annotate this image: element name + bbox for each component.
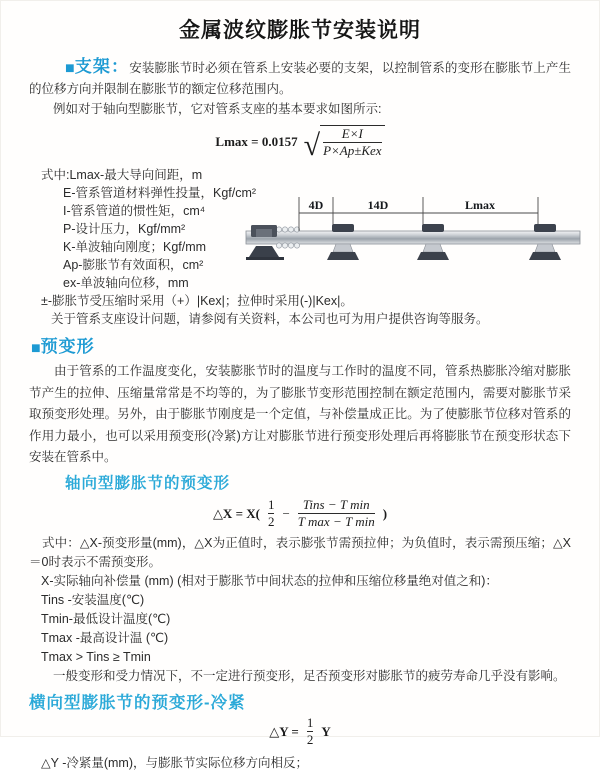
definition-line: Ap-膨胀节有效面积，cm²	[63, 258, 204, 272]
support-intro-text: 安装膨胀节时必须在管系上安装必要的支架，以控制管系的变形在膨胀节上产生的位移方向并限制在膨胀节的额定位移范围内。	[29, 61, 571, 96]
definition-line: I-管系管道的惯性矩，cm⁴	[63, 204, 206, 218]
axial-note-line: Tmax > Tins ≥ Tmin	[41, 649, 151, 664]
formula-lmax	[1, 122, 599, 162]
half-denominator: 2	[306, 732, 314, 747]
lateral-subheading: 横向型膨胀节的预变形-冷紧	[29, 693, 246, 712]
predeform-heading-label: 预变形	[40, 337, 95, 356]
section-square-icon: ■	[65, 60, 75, 77]
support-intro-paragraph	[29, 57, 571, 99]
radical-sign-icon: √	[303, 128, 321, 162]
formula-lmax-lhs: Lmax = 0.0157	[215, 134, 298, 149]
definition-line: ±-膨胀节受压缩时采用（+）|Kex|；拉伸时采用(-)|Kex|。	[41, 294, 353, 308]
formula-lmax-denominator: P×Ap±Kex	[323, 143, 382, 158]
minus-sign: −	[282, 505, 290, 521]
axial-note-line: X-实际轴向补偿量 (mm) (相对于膨胀节中间状态的拉伸和压缩位移量绝对值之和)：	[41, 573, 498, 588]
axial-note-line: 一般变形和受力情况下，不一定进行预变形，足否预变形对膨胀节的疲劳寿命几乎没有影响。	[53, 668, 566, 683]
formula-lmax-numerator: E×I	[341, 125, 363, 141]
definition-line: 式中:Lmax-最大导向间距，m	[41, 168, 203, 182]
section-square-icon: ■	[31, 340, 41, 357]
predeform-body-paragraph: 由于管系的工作温度变化，安装膨胀节时的温度与工作时的温度不同，管系热膨胀冷缩对膨胀节产生的拉伸、压缩量常常是不均等的，为了膨胀节变形范围控制在额定范围内，需要对膨胀节采取预变形处理。另外，由于膨胀节刚度是一个定值，与补偿量成正比。为了使膨胀节位移对管系的作用力最小，也可以采用预变形(冷紧)方让对膨胀节进行预变形处理后再将膨胀节在预变形状态下安装在管系中。	[29, 364, 571, 464]
half-denominator: 2	[267, 514, 275, 529]
formula-lateral	[1, 715, 599, 749]
support-section-heading: 支架：	[74, 57, 130, 76]
formula-lmax-fraction	[320, 125, 385, 160]
temp-denominator: T max − T min	[297, 514, 375, 529]
definition-line: K-单波轴向刚度；Kgf/mm	[63, 240, 207, 254]
definition-line: E-管系管道材料弹性投量，Kgf/cm²	[63, 186, 257, 200]
formula-axial-rhs: )	[382, 505, 388, 521]
axial-note-line: Tins -安装温度(℃)	[41, 592, 145, 607]
axial-note-line: Tmin-最低设计温度(℃)	[41, 611, 171, 626]
support-spacing-diagram	[244, 191, 584, 269]
predeform-section-heading	[31, 332, 599, 358]
definition-line: ex-单波轴向位移，mm	[63, 276, 189, 290]
dim-label-14d: 14D	[367, 198, 389, 212]
axial-note-paragraph: 式中：△X-预变形量(mm)，△X为正值时，表示膨张节需预拉伸；为负值时，表示需预压缩；△X＝0时表示不需预变形。	[29, 535, 571, 569]
square-root	[304, 125, 385, 160]
formula-axial-lhs: △X = X(	[212, 505, 260, 521]
support-example-line: 例如对于轴向型膨胀节，它对管系支座的基本要求如图所示:	[53, 102, 382, 116]
temp-numerator: Tins − T min	[302, 496, 370, 512]
lateral-note-line: △Y -冷紧量(mm)，与膨胀节实际位移方向相反；	[41, 755, 309, 770]
formula-lateral-lhs: △Y =	[269, 723, 299, 739]
axial-subheading: 轴向型膨胀节的预变形	[65, 474, 231, 492]
formula-lateral-rhs: Y	[321, 723, 331, 739]
page-title: 金属波纹膨胀节安装说明	[179, 19, 421, 42]
half-numerator: 1	[267, 496, 275, 512]
definition-line: P-设计压力，Kgf/mm²	[63, 222, 186, 236]
definition-line: 关于管系支座设计问题，请参阅有关资料，本公司也可为用户提供咨询等服务。	[51, 312, 489, 326]
dim-label-4d: 4D	[308, 198, 324, 212]
dim-label-lmax: Lmax	[465, 198, 495, 212]
pipe	[246, 231, 580, 244]
formula-axial-half	[265, 497, 278, 531]
formula-lateral-half	[304, 715, 317, 749]
axial-note-line: Tmax -最高设计温 (℃)	[41, 630, 169, 645]
half-numerator: 1	[306, 714, 314, 730]
formula-axial	[1, 496, 599, 532]
formula-axial-temp-fraction	[295, 497, 378, 531]
